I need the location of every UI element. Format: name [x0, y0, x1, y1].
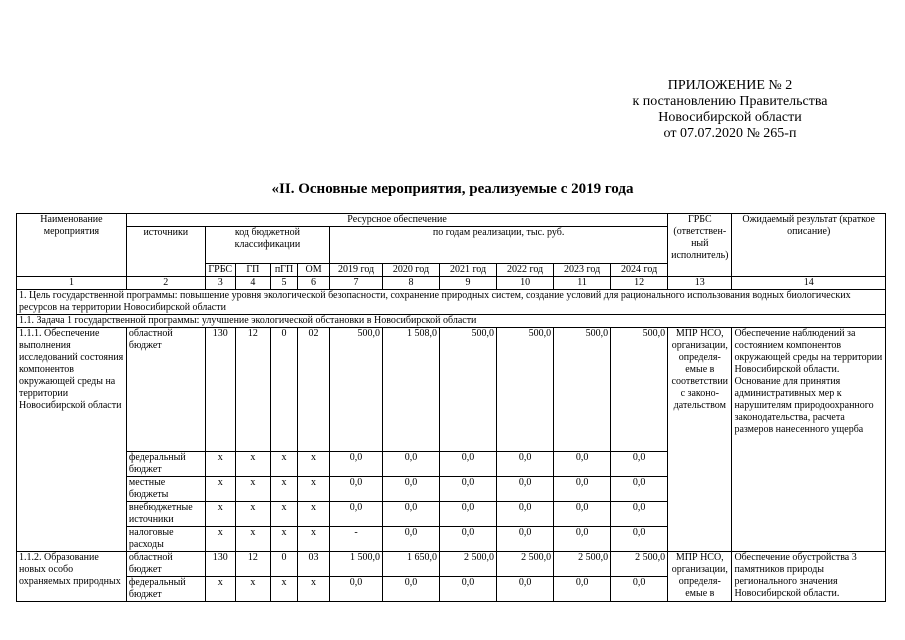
value-cell: 0,0: [611, 502, 668, 527]
goal-row: [17, 290, 886, 315]
source-cell: местные бюджеты: [126, 477, 205, 502]
column-number: 1: [17, 277, 127, 290]
value-cell: 0,0: [554, 452, 611, 477]
appendix-block: [600, 78, 860, 142]
value-cell: 0,0: [497, 477, 554, 502]
header-budget-code: код бюджетной классификации: [205, 227, 329, 264]
code-cell: 130: [205, 552, 235, 577]
value-cell: 0,0: [440, 577, 497, 602]
code-cell: x: [235, 527, 270, 552]
source-cell: федеральный бюджет: [126, 577, 205, 602]
value-cell: 0,0: [497, 452, 554, 477]
header-grbs: ГРБС (ответствен-ный исполнитель): [668, 214, 732, 277]
goal-text: 1. Цель государственной программы: повышение уровня экологической безопасности, сохранение природных систем, создание условий для рационального использования водных биологических ресурсов на территории Новосибирской области: [17, 290, 886, 315]
code-cell: 12: [235, 328, 270, 452]
code-cell: x: [205, 502, 235, 527]
column-numbers-row: [17, 277, 886, 290]
code-cell: 12: [235, 552, 270, 577]
value-cell: 1 500,0: [330, 552, 383, 577]
column-number: 9: [440, 277, 497, 290]
code-cell: x: [271, 527, 298, 552]
value-cell: 0,0: [440, 527, 497, 552]
appendix-line-1: ПРИЛОЖЕНИЕ № 2: [667, 78, 793, 93]
value-cell: 0,0: [440, 452, 497, 477]
value-cell: 1 650,0: [382, 552, 439, 577]
value-cell: 0,0: [554, 477, 611, 502]
code-cell: x: [235, 477, 270, 502]
value-cell: 0,0: [554, 527, 611, 552]
task-text: 1.1. Задача 1 государственной программы: улучшение экологической обстановки в Новосибирской области: [17, 315, 886, 328]
value-cell: 2 500,0: [440, 552, 497, 577]
header-sources: источники: [126, 227, 205, 277]
header-code-grbs: ГРБС: [205, 264, 235, 277]
value-cell: 500,0: [554, 328, 611, 452]
appendix-line-3: Новосибирской области: [658, 110, 802, 125]
code-cell: x: [205, 527, 235, 552]
code-cell: x: [271, 452, 298, 477]
column-number: 5: [271, 277, 298, 290]
value-cell: 2 500,0: [611, 552, 668, 577]
value-cell: -: [330, 527, 383, 552]
column-number: 3: [205, 277, 235, 290]
header-year-2022: 2022 год: [497, 264, 554, 277]
header-year-2021: 2021 год: [440, 264, 497, 277]
code-cell: x: [297, 452, 329, 477]
code-cell: x: [205, 452, 235, 477]
value-cell: 0,0: [554, 577, 611, 602]
value-cell: 0,0: [611, 477, 668, 502]
header-code-gp: ГП: [235, 264, 270, 277]
code-cell: 0: [271, 328, 298, 452]
table-row: [17, 552, 886, 577]
value-cell: 0,0: [382, 502, 439, 527]
header-name: Наименование мероприятия: [17, 214, 127, 277]
source-cell: областной бюджет: [126, 328, 205, 452]
code-cell: x: [235, 452, 270, 477]
code-cell: x: [205, 577, 235, 602]
value-cell: 500,0: [330, 328, 383, 452]
value-cell: 0,0: [382, 527, 439, 552]
value-cell: 0,0: [330, 452, 383, 477]
measure-1-grbs: МПР НСО, организации, определя-емые в соответствии с законо-дательством: [668, 328, 732, 552]
measure-2-name: 1.1.2. Образование новых особо охраняемых природных: [17, 552, 127, 602]
value-cell: 0,0: [330, 502, 383, 527]
value-cell: 0,0: [440, 502, 497, 527]
column-number: 2: [126, 277, 205, 290]
measure-1-result: Обеспечение наблюдений за состоянием компонентов окружающей среды на территории Новосибирской области. Основание для принятия административных мер к нарушителям природоохранного законодательства, расчета размеров нанесенного ущерба: [732, 328, 886, 552]
source-cell: внебюджетные источники: [126, 502, 205, 527]
code-cell: x: [271, 577, 298, 602]
value-cell: 0,0: [382, 477, 439, 502]
column-number: 8: [382, 277, 439, 290]
measures-table: [16, 213, 886, 602]
code-cell: 0: [271, 552, 298, 577]
value-cell: 0,0: [382, 577, 439, 602]
code-cell: 03: [297, 552, 329, 577]
header-row-1: [17, 214, 886, 227]
value-cell: 0,0: [330, 577, 383, 602]
column-number: 12: [611, 277, 668, 290]
source-cell: федеральный бюджет: [126, 452, 205, 477]
value-cell: 0,0: [611, 527, 668, 552]
source-cell: налоговые расходы: [126, 527, 205, 552]
column-number: 7: [330, 277, 383, 290]
task-row: [17, 315, 886, 328]
value-cell: 2 500,0: [554, 552, 611, 577]
header-year-2023: 2023 год: [554, 264, 611, 277]
header-year-2019: 2019 год: [330, 264, 383, 277]
value-cell: 0,0: [611, 577, 668, 602]
header-code-pgp: пГП: [271, 264, 298, 277]
value-cell: 0,0: [440, 477, 497, 502]
value-cell: 500,0: [440, 328, 497, 452]
column-number: 11: [554, 277, 611, 290]
value-cell: 0,0: [497, 577, 554, 602]
code-cell: x: [271, 502, 298, 527]
value-cell: 0,0: [497, 502, 554, 527]
value-cell: 0,0: [497, 527, 554, 552]
column-number: 4: [235, 277, 270, 290]
measure-1-name: 1.1.1. Обеспечение выполнения исследований состояния компонентов окружающей среды на территории Новосибирской области: [17, 328, 127, 552]
value-cell: 2 500,0: [497, 552, 554, 577]
code-cell: x: [297, 477, 329, 502]
measure-2-grbs: МПР НСО, организации, определя-емые в: [668, 552, 732, 602]
code-cell: 02: [297, 328, 329, 452]
code-cell: x: [235, 577, 270, 602]
header-year-2020: 2020 год: [382, 264, 439, 277]
code-cell: x: [235, 502, 270, 527]
value-cell: 0,0: [611, 452, 668, 477]
appendix-line-4: от 07.07.2020 № 265-п: [663, 126, 797, 141]
header-expected: Ожидаемый результат (краткое описание): [732, 214, 886, 277]
source-cell: областной бюджет: [126, 552, 205, 577]
column-number: 14: [732, 277, 886, 290]
value-cell: 0,0: [554, 502, 611, 527]
code-cell: x: [205, 477, 235, 502]
measure-2-result: Обеспечение обустройства 3 памятников природы регионального значения Новосибирской области.: [732, 552, 886, 602]
code-cell: 130: [205, 328, 235, 452]
table-row: [17, 328, 886, 452]
document-title: «II. Основные мероприятия, реализуемые с 2019 года: [271, 181, 634, 197]
value-cell: 0,0: [330, 477, 383, 502]
appendix-line-2: к постановлению Правительства: [632, 94, 828, 109]
header-resources: Ресурсное обеспечение: [126, 214, 667, 227]
code-cell: x: [297, 527, 329, 552]
value-cell: 0,0: [382, 452, 439, 477]
header-code-om: ОМ: [297, 264, 329, 277]
code-cell: x: [297, 577, 329, 602]
code-cell: x: [297, 502, 329, 527]
value-cell: 500,0: [497, 328, 554, 452]
code-cell: x: [271, 477, 298, 502]
column-number: 10: [497, 277, 554, 290]
column-number: 6: [297, 277, 329, 290]
header-by-years: по годам реализации, тыс. руб.: [330, 227, 668, 264]
header-year-2024: 2024 год: [611, 264, 668, 277]
value-cell: 1 508,0: [382, 328, 439, 452]
value-cell: 500,0: [611, 328, 668, 452]
column-number: 13: [668, 277, 732, 290]
